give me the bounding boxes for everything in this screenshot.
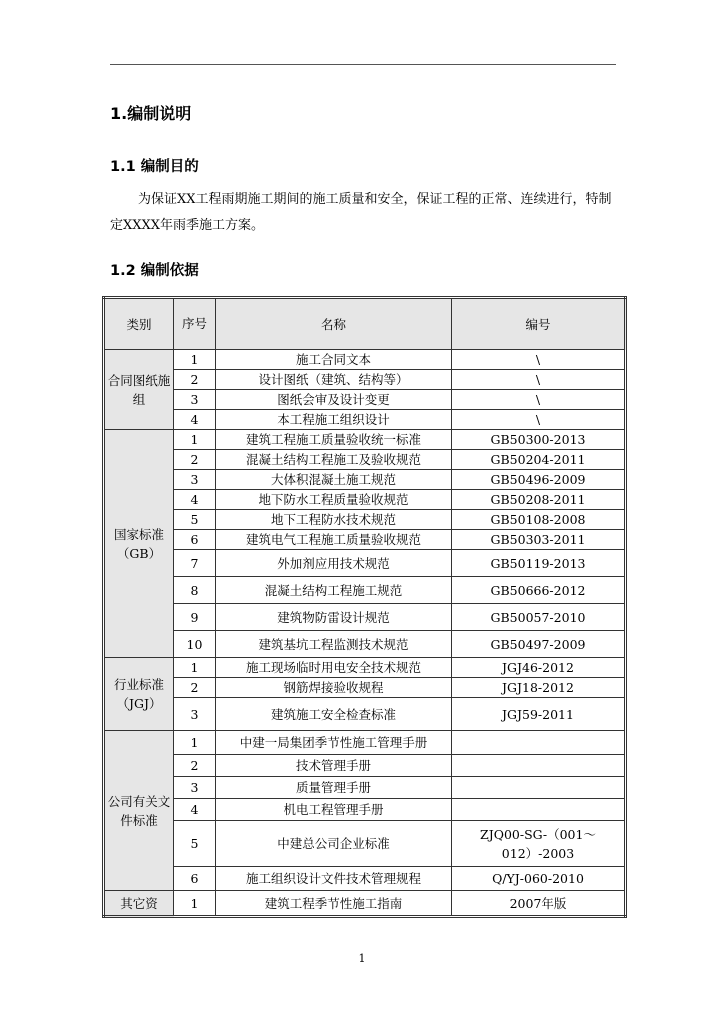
name-cell: 质量管理手册: [216, 777, 452, 799]
seq-cell: 3: [174, 470, 216, 490]
code-cell: GB50108-2008: [452, 510, 626, 530]
purpose-paragraph: 为保证XX工程雨期施工期间的施工质量和安全，保证工程的正常、连续进行，特制定XXXX年雨季施工方案。: [110, 192, 612, 233]
table-row: [104, 891, 626, 917]
name-cell: 地下工程防水技术规范: [216, 510, 452, 530]
seq-cell: 9: [174, 604, 216, 631]
seq-cell: 6: [174, 530, 216, 550]
name-cell: 混凝土结构工程施工及验收规范: [216, 450, 452, 470]
code-cell: [452, 731, 626, 755]
seq-cell: 10: [174, 631, 216, 658]
seq-cell: 4: [174, 410, 216, 430]
table-row: [104, 867, 626, 891]
name-cell: 施工合同文本: [216, 350, 452, 370]
header-code: 编号: [452, 298, 626, 350]
table-row: [104, 731, 626, 755]
name-cell: 机电工程管理手册: [216, 799, 452, 821]
seq-cell: 3: [174, 777, 216, 799]
code-cell: 2007年版: [452, 891, 626, 917]
section-heading: 1.编制说明: [110, 104, 192, 123]
header-name: 名称: [216, 298, 452, 350]
table-header-row: [104, 298, 626, 350]
seq-cell: 6: [174, 867, 216, 891]
code-cell: GB50208-2011: [452, 490, 626, 510]
seq-cell: 1: [174, 350, 216, 370]
table-row: [104, 678, 626, 698]
seq-cell: 2: [174, 450, 216, 470]
name-cell: 大体积混凝土施工规范: [216, 470, 452, 490]
name-cell: 建筑工程季节性施工指南: [216, 891, 452, 917]
table-row: [104, 821, 626, 867]
subsection-heading-purpose: 1.1 编制目的: [110, 159, 199, 175]
header-category: 类别: [104, 298, 174, 350]
name-cell: 建筑物防雷设计规范: [216, 604, 452, 631]
code-cell: GB50300-2013: [452, 430, 626, 450]
code-cell: JGJ18-2012: [452, 678, 626, 698]
table-row: [104, 777, 626, 799]
code-cell: GB50119-2013: [452, 550, 626, 577]
code-cell: [452, 799, 626, 821]
name-cell: 施工现场临时用电安全技术规范: [216, 658, 452, 678]
seq-cell: 1: [174, 430, 216, 450]
basis-table: [102, 296, 627, 918]
name-cell: 建筑施工安全检查标准: [216, 698, 452, 731]
code-cell: \: [452, 370, 626, 390]
code-cell: GB50666-2012: [452, 577, 626, 604]
code-cell: GB50497-2009: [452, 631, 626, 658]
code-cell: \: [452, 350, 626, 370]
code-cell: GB50057-2010: [452, 604, 626, 631]
seq-cell: 5: [174, 821, 216, 867]
table-row: [104, 490, 626, 510]
code-cell: JGJ46-2012: [452, 658, 626, 678]
category-cell: 公司有关文件标准: [104, 731, 174, 891]
name-cell: 建筑电气工程施工质量验收规范: [216, 530, 452, 550]
category-cell: 国家标准（GB）: [104, 430, 174, 658]
seq-cell: 2: [174, 678, 216, 698]
header-seq: 序号: [174, 298, 216, 350]
code-cell: \: [452, 390, 626, 410]
code-cell: Q/YJ-060-2010: [452, 867, 626, 891]
code-cell: GB50204-2011: [452, 450, 626, 470]
name-cell: 中建总公司企业标准: [216, 821, 452, 867]
name-cell: 技术管理手册: [216, 755, 452, 777]
code-cell: GB50496-2009: [452, 470, 626, 490]
name-cell: 钢筋焊接验收规程: [216, 678, 452, 698]
table-row: [104, 450, 626, 470]
seq-cell: 1: [174, 891, 216, 917]
table-row: [104, 550, 626, 577]
table-row: [104, 510, 626, 530]
table-row: [104, 631, 626, 658]
name-cell: 中建一局集团季节性施工管理手册: [216, 731, 452, 755]
subsection-heading-basis: 1.2 编制依据: [110, 263, 199, 279]
seq-cell: 1: [174, 731, 216, 755]
code-cell: [452, 755, 626, 777]
name-cell: 图纸会审及设计变更: [216, 390, 452, 410]
name-cell: 建筑工程施工质量验收统一标准: [216, 430, 452, 450]
seq-cell: 7: [174, 550, 216, 577]
seq-cell: 8: [174, 577, 216, 604]
category-cell: 行业标准（JGJ）: [104, 658, 174, 731]
category-cell: 合同图纸施组: [104, 350, 174, 430]
page-number: 1: [358, 952, 366, 965]
seq-cell: 4: [174, 799, 216, 821]
code-cell: \: [452, 410, 626, 430]
table-row: [104, 698, 626, 731]
seq-cell: 3: [174, 698, 216, 731]
table-row: [104, 799, 626, 821]
name-cell: 建筑基坑工程监测技术规范: [216, 631, 452, 658]
seq-cell: 4: [174, 490, 216, 510]
name-cell: 地下防水工程质量验收规范: [216, 490, 452, 510]
header-rule: [110, 64, 616, 65]
name-cell: 混凝土结构工程施工规范: [216, 577, 452, 604]
code-cell: GB50303-2011: [452, 530, 626, 550]
code-cell: [452, 777, 626, 799]
seq-cell: 2: [174, 755, 216, 777]
name-cell: 本工程施工组织设计: [216, 410, 452, 430]
seq-cell: 3: [174, 390, 216, 410]
seq-cell: 5: [174, 510, 216, 530]
name-cell: 外加剂应用技术规范: [216, 550, 452, 577]
table-row: [104, 470, 626, 490]
name-cell: 施工组织设计文件技术管理规程: [216, 867, 452, 891]
name-cell: 设计图纸（建筑、结构等）: [216, 370, 452, 390]
seq-cell: 1: [174, 658, 216, 678]
table-row: [104, 410, 626, 430]
code-cell: ZJQ00-SG-（001～012）-2003: [452, 821, 626, 867]
table-row: [104, 658, 626, 678]
table-row: [104, 350, 626, 370]
table-row: [104, 604, 626, 631]
table-row: [104, 390, 626, 410]
code-cell: JGJ59-2011: [452, 698, 626, 731]
category-cell: 其它资: [104, 891, 174, 917]
table-row: [104, 370, 626, 390]
table-row: [104, 755, 626, 777]
table-row: [104, 530, 626, 550]
table-row: [104, 430, 626, 450]
seq-cell: 2: [174, 370, 216, 390]
table-row: [104, 577, 626, 604]
